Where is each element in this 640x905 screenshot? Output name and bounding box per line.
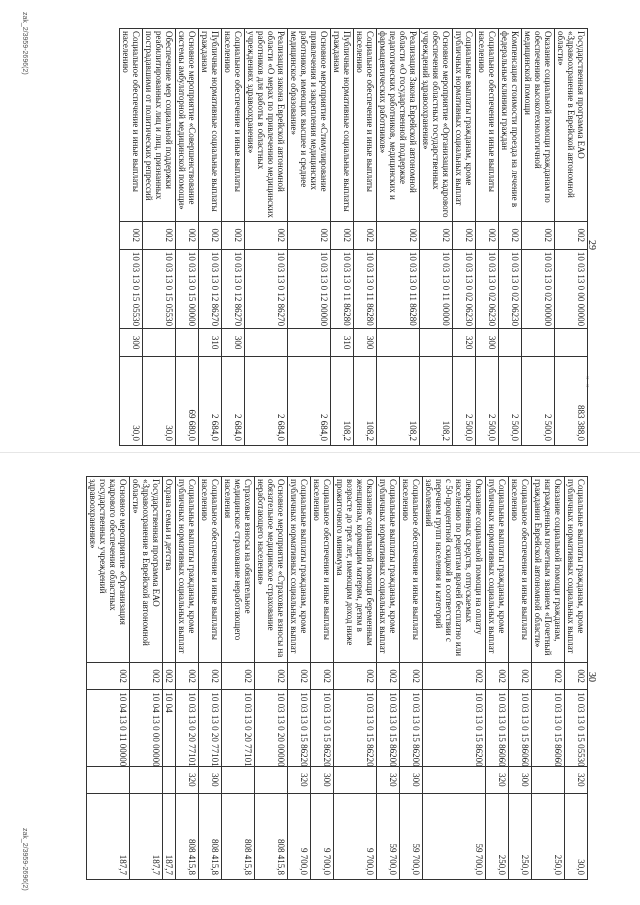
row-amount-cell: 187,7 [163, 794, 176, 880]
row-csr-cell: 10 03 13 0 15 86200 [400, 690, 423, 766]
row-vr-cell [222, 766, 255, 793]
row-name-cell: Основное мероприятие «Стимулирование привлечения и закрепления медицинских работников, имеющих высшее и среднее медицинское образование» [288, 29, 331, 222]
row-name-cell: Государственная программа ЕАО «Здравоохранение в Еврейской автономной области» [130, 477, 163, 663]
row-csr-cell: 10 03 13 0 15 86220 [288, 690, 311, 766]
row-amount-cell: 108,2 [331, 357, 354, 446]
table-row [476, 29, 499, 446]
row-name-cell: Оказание социальной помощи на оплату лекарственных средств, отпускаемых населению по рецептам врачей бесплатно или с 50-процентной скидкой в соответствии с перечнем групп населения и категорий заболеваний [423, 477, 486, 663]
row-name-cell: Страховые взносы на обязательное медицинское страхование неработающего населения [222, 477, 255, 663]
table-row [565, 477, 588, 880]
table-row [334, 477, 377, 880]
row-csr-cell: 10 03 13 0 11 86280 [331, 249, 354, 328]
row-name-cell: Социальные выплаты гражданам, кроме публичных нормативных социальных выплат [565, 477, 588, 663]
row-csr-cell: 10 03 13 0 15 86220 [334, 690, 377, 766]
row-code-cell: 002 [130, 662, 163, 689]
row-code-cell: 002 [499, 221, 522, 249]
row-vr-cell: 300 [476, 328, 499, 356]
table-row [245, 29, 288, 446]
document-stamp: zak_2/3959-2696(2) [21, 828, 28, 891]
row-amount-cell: 2 500,0 [476, 357, 499, 446]
row-name-cell: Реализация Закона Еврейской автономной области «О государственной поддержке педагогических работников, медицинских и фармацевтических работников» [377, 29, 420, 222]
row-vr-cell [163, 766, 176, 793]
row-amount-cell: 2 684,0 [245, 357, 288, 446]
table-row [199, 29, 222, 446]
row-amount-cell: 59 700,0 [377, 794, 400, 880]
row-csr-cell: 10 03 13 0 15 86220 [311, 690, 334, 766]
row-csr-cell: 10 03 13 0 11 00000 [420, 249, 453, 328]
row-amount-cell: 187,7 [130, 794, 163, 880]
row-vr-cell [87, 766, 130, 793]
row-amount-cell: 808 415,8 [176, 794, 199, 880]
row-amount-cell: 108,2 [420, 357, 453, 446]
row-amount-cell: 883 388,0 [555, 357, 588, 446]
row-vr-cell: 320 [377, 766, 400, 793]
table-row [522, 29, 555, 446]
row-name-cell: Социальные выплаты гражданам, кроме публичных нормативных социальных выплат [377, 477, 400, 663]
table-row [377, 29, 420, 446]
table-row [509, 477, 532, 880]
row-code-cell: 002 [400, 662, 423, 689]
row-amount-cell: 808 415,8 [222, 794, 255, 880]
row-csr-cell: 10 04 13 0 11 00000 [87, 690, 130, 766]
row-vr-cell: 300 [311, 766, 334, 793]
row-code-cell: 002 [255, 662, 288, 689]
row-vr-cell: 310 [199, 328, 222, 356]
table-row [555, 29, 588, 446]
row-name-cell: Охрана семьи и детства [163, 477, 176, 663]
row-code-cell: 002 [486, 662, 509, 689]
table-body [120, 29, 588, 446]
row-code-cell: 002 [311, 662, 334, 689]
row-name-cell: Социальное обеспечение и иные выплаты населению [120, 29, 143, 222]
row-name-cell: Социальное обеспечение и иные выплаты населению [311, 477, 334, 663]
table-row [331, 29, 354, 446]
row-csr-cell: 10 03 13 0 00 00000 [555, 249, 588, 328]
row-code-cell: 002 [423, 662, 486, 689]
table-row [222, 477, 255, 880]
row-code-cell: 002 [331, 221, 354, 249]
table-row [532, 477, 565, 880]
table-row [311, 477, 334, 880]
row-amount-cell: 30,0 [143, 357, 176, 446]
row-vr-cell: 320 [176, 766, 199, 793]
row-vr-cell: 300 [222, 328, 245, 356]
row-amount-cell: 808 415,8 [255, 794, 288, 880]
row-vr-cell: 320 [486, 766, 509, 793]
table-row [143, 29, 176, 446]
row-amount-cell: 2 684,0 [222, 357, 245, 446]
row-amount-cell: 2 500,0 [499, 357, 522, 446]
row-amount-cell: 808 415,8 [199, 794, 222, 880]
row-amount-cell: 108,2 [377, 357, 420, 446]
page-number: 29 [586, 240, 597, 250]
row-vr-cell: 320 [453, 328, 476, 356]
row-name-cell: Компенсация стоимости проезда на лечение в федеральные клиники граждан [499, 29, 522, 222]
row-code-cell: 002 [509, 662, 532, 689]
row-code-cell: 002 [288, 221, 331, 249]
budget-table [86, 476, 588, 880]
row-name-cell: Публичные нормативные социальные выплаты гражданам [331, 29, 354, 222]
row-code-cell: 002 [143, 221, 176, 249]
row-code-cell: 002 [245, 221, 288, 249]
row-csr-cell: 10 03 13 0 02 06230 [453, 249, 476, 328]
row-csr-cell: 10 03 13 0 15 86200 [423, 690, 486, 766]
row-vr-cell [334, 766, 377, 793]
row-code-cell: 002 [288, 662, 311, 689]
row-name-cell: Оказание социальной помощи гражданам по обеспечению высокотехнологичной медицинской помощи [522, 29, 555, 222]
row-vr-cell: 320 [288, 766, 311, 793]
row-amount-cell: 69 680,0 [176, 357, 199, 446]
row-name-cell: Основное мероприятие «Организация кадрового обеспечения областных государственных учреждений здравоохранения» [420, 29, 453, 222]
table-row [222, 29, 245, 446]
table-row [423, 477, 486, 880]
row-csr-cell: 10 03 13 0 20 77101 [176, 690, 199, 766]
row-vr-cell [499, 328, 522, 356]
row-vr-cell: 300 [509, 766, 532, 793]
row-name-cell: Государственная программа ЕАО «Здравоохранение в Еврейской автономной области» [555, 29, 588, 222]
row-name-cell: Социальные выплаты гражданам, кроме публичных нормативных социальных выплат [176, 477, 199, 663]
scan-mark: " [580, 384, 590, 388]
row-amount-cell: 9 700,0 [311, 794, 334, 880]
row-code-cell: 002 [120, 221, 143, 249]
row-name-cell: Социальное обеспечение и иные выплаты населению [354, 29, 377, 222]
row-vr-cell [130, 766, 163, 793]
row-vr-cell [522, 328, 555, 356]
row-name-cell: Социальное обеспечение и иные выплаты населению [199, 477, 222, 663]
row-code-cell: 002 [532, 662, 565, 689]
row-csr-cell: 10 03 13 0 15 86200 [377, 690, 400, 766]
row-code-cell: 002 [555, 221, 588, 249]
row-name-cell: Оказание социальной помощи гражданам, награжденным почетным званием «Почетный гражданин Еврейской автономной области» [532, 477, 565, 663]
row-vr-cell [255, 766, 288, 793]
row-csr-cell: 10 03 13 0 20 77101 [222, 690, 255, 766]
table-row [176, 477, 199, 880]
row-csr-cell: 10 03 13 0 12 86270 [245, 249, 288, 328]
row-amount-cell: 2 684,0 [288, 357, 331, 446]
table-row [120, 29, 143, 446]
row-amount-cell: 59 700,0 [400, 794, 423, 880]
row-amount-cell: 9 700,0 [288, 794, 311, 880]
row-vr-cell: 300 [199, 766, 222, 793]
row-code-cell: 002 [176, 221, 199, 249]
row-amount-cell: 2 500,0 [453, 357, 476, 446]
row-vr-cell [423, 766, 486, 793]
row-csr-cell: 10 03 13 0 15 86060 [532, 690, 565, 766]
table-row [176, 29, 199, 446]
row-csr-cell: 10 03 13 0 02 06230 [499, 249, 522, 328]
table-row [400, 477, 423, 880]
row-vr-cell [288, 328, 331, 356]
row-code-cell: 002 [334, 662, 377, 689]
table-row [486, 477, 509, 880]
page-divider [0, 452, 640, 453]
row-vr-cell [176, 328, 199, 356]
row-name-cell: Основное мероприятие «Совершенствование системы амбулаторной медицинской помощи» [176, 29, 199, 222]
row-amount-cell: 2 500,0 [522, 357, 555, 446]
row-csr-cell: 10 04 13 0 00 00000 [130, 690, 163, 766]
row-amount-cell: 59 700,0 [423, 794, 486, 880]
row-amount-cell: 9 700,0 [334, 794, 377, 880]
row-csr-cell: 10 03 13 0 15 00000 [176, 249, 199, 328]
row-csr-cell: 10 03 13 0 11 86280 [354, 249, 377, 328]
row-code-cell: 002 [420, 221, 453, 249]
table-row [87, 477, 130, 880]
table-row [453, 29, 476, 446]
row-code-cell: 002 [87, 662, 130, 689]
table-row [130, 477, 163, 880]
row-name-cell: Реализация закона Еврейской автономной области «О мерах по привлечению медицинских работников для работы в областных учреждениях здравоохранения» [245, 29, 288, 222]
row-code-cell: 002 [476, 221, 499, 249]
row-amount-cell: 250,0 [509, 794, 532, 880]
row-csr-cell: 10 03 13 0 20 00000 [255, 690, 288, 766]
row-name-cell: Социальные выплаты гражданам, кроме публичных нормативных социальных выплат [486, 477, 509, 663]
table-row [288, 477, 311, 880]
row-csr-cell: 10 03 13 0 12 86270 [222, 249, 245, 328]
table-row [420, 29, 453, 446]
row-csr-cell: 10 03 13 0 15 86060 [486, 690, 509, 766]
page-number: 30 [586, 672, 597, 682]
row-csr-cell: 10 03 13 0 15 86060 [509, 690, 532, 766]
row-name-cell: Социальные выплаты гражданам, кроме публичных нормативных социальных выплат [453, 29, 476, 222]
row-vr-cell: 300 [120, 328, 143, 356]
table-row [255, 477, 288, 880]
row-csr-cell: 10 03 13 0 12 00000 [288, 249, 331, 328]
row-vr-cell [377, 328, 420, 356]
scan-mark: " [580, 376, 590, 380]
row-code-cell: 002 [377, 662, 400, 689]
row-code-cell: 002 [163, 662, 176, 689]
row-csr-cell: 10 04 [163, 690, 176, 766]
document-stamp: zak_2/3959-2696(2) [21, 12, 28, 75]
row-vr-cell [245, 328, 288, 356]
row-vr-cell [532, 766, 565, 793]
row-vr-cell [143, 328, 176, 356]
row-csr-cell: 10 03 13 0 15 05530 [143, 249, 176, 328]
row-name-cell: Социальное обеспечение и иные выплаты населению [509, 477, 532, 663]
row-code-cell: 002 [565, 662, 588, 689]
row-vr-cell: 300 [354, 328, 377, 356]
row-name-cell: Оказание социальной помощи беременным женщинам, кормящим матерям, детям в возрасте до трех лет, имеющим доход ниже прожиточного минимума [334, 477, 377, 663]
budget-table [119, 28, 588, 446]
row-code-cell: 002 [522, 221, 555, 249]
row-vr-cell [420, 328, 453, 356]
row-amount-cell: 30,0 [565, 794, 588, 880]
budget-table-page-29 [76, 28, 588, 446]
row-name-cell: Социальные выплаты гражданам, кроме публичных нормативных социальных выплат [288, 477, 311, 663]
row-code-cell: 002 [377, 221, 420, 249]
row-name-cell: Публичные нормативные социальные выплаты гражданам [199, 29, 222, 222]
row-csr-cell: 10 03 13 0 11 86280 [377, 249, 420, 328]
row-code-cell: 002 [199, 662, 222, 689]
row-code-cell: 002 [354, 221, 377, 249]
row-amount-cell: 30,0 [120, 357, 143, 446]
row-csr-cell: 10 03 13 0 02 06230 [476, 249, 499, 328]
table-row [377, 477, 400, 880]
row-name-cell: Социальное обеспечение и иные выплаты населению [400, 477, 423, 663]
row-name-cell: Основное мероприятие «Организация кадрового обеспечения областных государственных учреждений здравоохранения» [87, 477, 130, 663]
row-csr-cell: 10 03 13 0 15 05530 [565, 690, 588, 766]
table-row [499, 29, 522, 446]
row-name-cell: Социальное обеспечение и иные выплаты населению [222, 29, 245, 222]
row-vr-cell: 300 [400, 766, 423, 793]
row-name-cell: Обеспечение мер социальной поддержки реабилитированных лиц и лиц, признанных пострадавшими от политических репрессий [143, 29, 176, 222]
table-body [87, 477, 588, 880]
row-csr-cell: 10 03 13 0 15 05530 [120, 249, 143, 328]
row-amount-cell: 250,0 [486, 794, 509, 880]
row-name-cell: Социальное обеспечение и иные выплаты населению [476, 29, 499, 222]
row-vr-cell: 310 [331, 328, 354, 356]
row-vr-cell: 320 [565, 766, 588, 793]
row-amount-cell: 2 684,0 [199, 357, 222, 446]
row-amount-cell: 187,7 [87, 794, 130, 880]
row-amount-cell: 108,2 [354, 357, 377, 446]
row-csr-cell: 10 03 13 0 02 00000 [522, 249, 555, 328]
row-code-cell: 002 [222, 221, 245, 249]
table-row [163, 477, 176, 880]
table-row [199, 477, 222, 880]
table-row [354, 29, 377, 446]
row-csr-cell: 10 03 13 0 20 77101 [199, 690, 222, 766]
row-code-cell: 002 [453, 221, 476, 249]
row-code-cell: 002 [222, 662, 255, 689]
row-name-cell: Основное мероприятие «Страховые взносы на обязательное медицинское страхование неработающего населения» [255, 477, 288, 663]
row-code-cell: 002 [199, 221, 222, 249]
table-row [288, 29, 331, 446]
row-code-cell: 002 [176, 662, 199, 689]
row-csr-cell: 10 03 13 0 12 86270 [199, 249, 222, 328]
row-amount-cell: 250,0 [532, 794, 565, 880]
budget-table-page-30 [76, 476, 588, 880]
row-vr-cell [555, 328, 588, 356]
